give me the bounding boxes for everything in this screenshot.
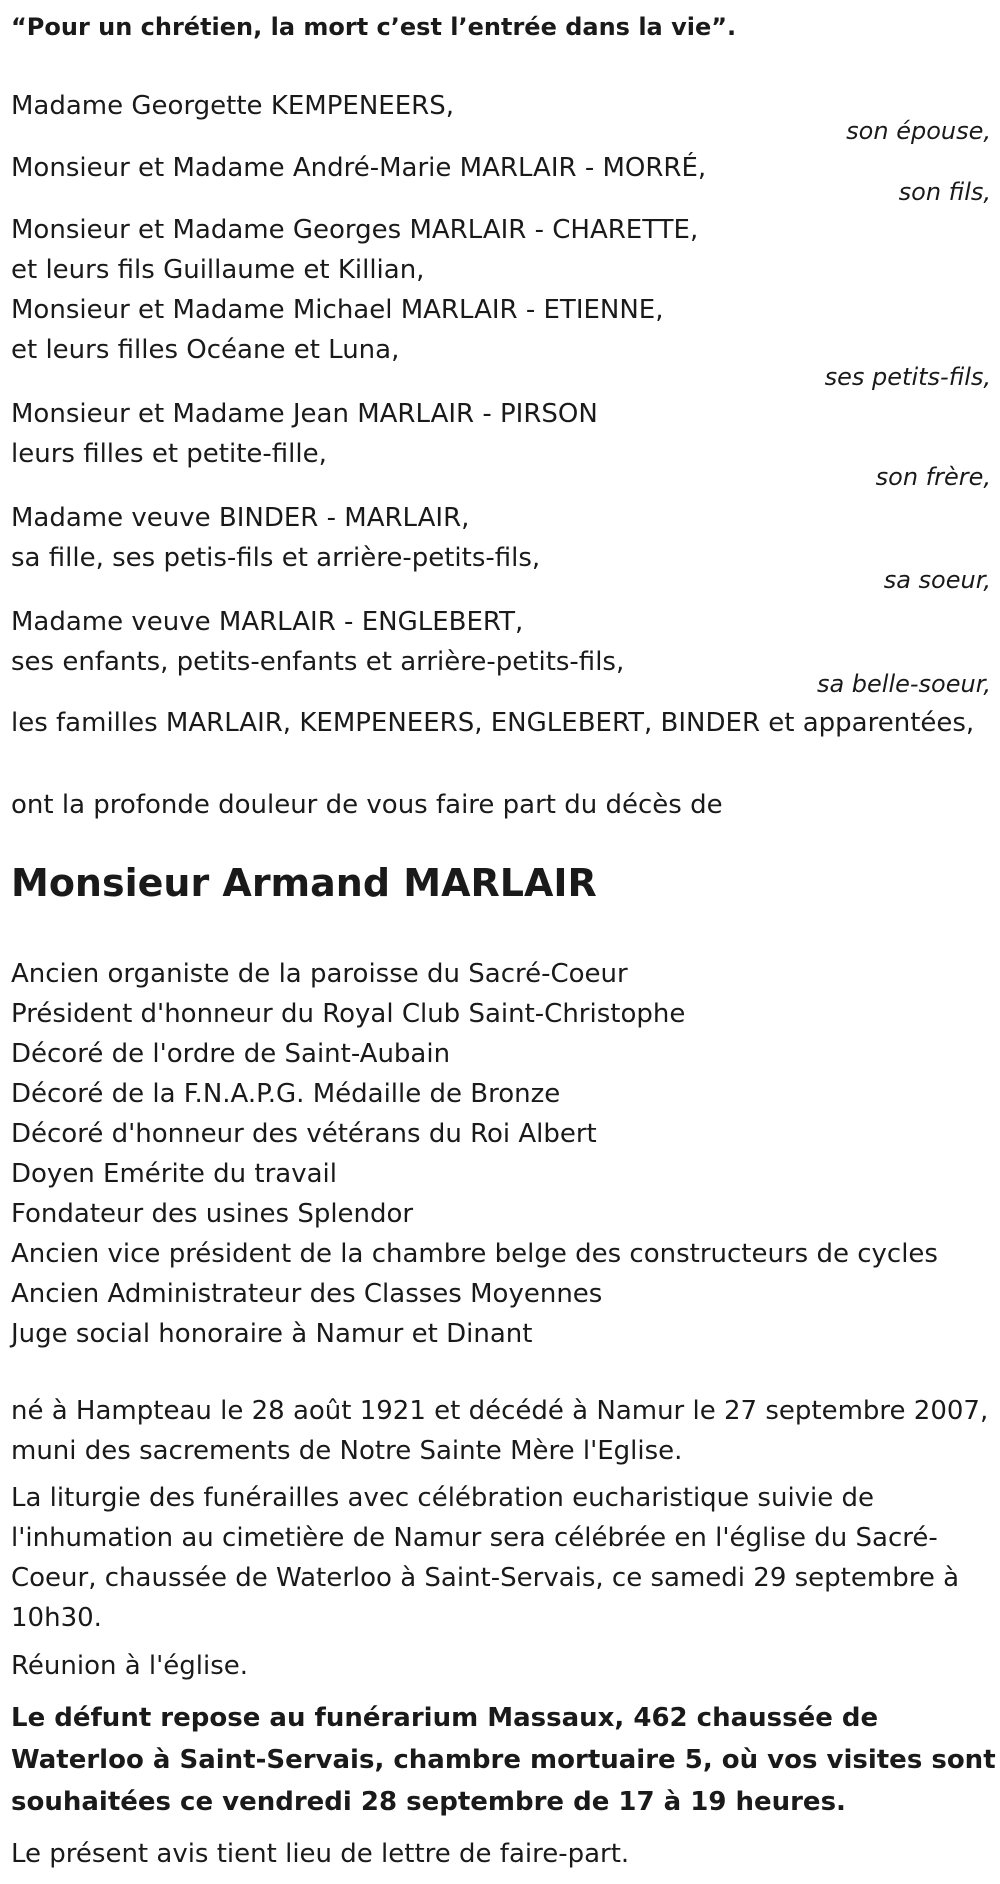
family-line: Monsieur et Madame Jean MARLAIR - PIRSON xyxy=(11,399,598,429)
family-line: Monsieur et Madame André-Marie MARLAIR - MORRÉ, xyxy=(11,153,707,183)
family-group-grandsons xyxy=(11,210,991,390)
family-line: sa fille, ses petis-fils et arrière-petits-fils, xyxy=(11,543,541,573)
family-line: ses enfants, petits-enfants et arrière-petits-fils, xyxy=(11,647,625,677)
family-group-sister xyxy=(11,498,991,598)
title-item: Juge social honoraire à Namur et Dinant xyxy=(11,1319,533,1349)
family-line: leurs filles et petite-fille, xyxy=(11,439,327,469)
family-line: Monsieur et Madame Georges MARLAIR - CHARETTE, xyxy=(11,215,699,245)
title-item: Président d'honneur du Royal Club Saint-Christophe xyxy=(11,999,686,1029)
relation-label: sa soeur, xyxy=(883,566,991,594)
honorary-titles-list xyxy=(11,954,938,1354)
liturgy-paragraph: La liturgie des funérailles avec célébration eucharistique suivie de l'inhumation au cimetière de Namur sera célébrée en l'église du Sacré-Coeur, chaussée de Waterloo à Saint-Servais, ce samedi 29 septembre à 10h30. xyxy=(11,1483,960,1633)
title-item: Ancien Administrateur des Classes Moyennes xyxy=(11,1279,603,1309)
relation-label: son épouse, xyxy=(846,117,991,145)
title-item: Décoré de l'ordre de Saint-Aubain xyxy=(11,1039,451,1069)
title-item: Ancien organiste de la paroisse du Sacré-Coeur xyxy=(11,959,628,989)
family-line: les familles MARLAIR, KEMPENEERS, ENGLEBERT, BINDER et apparentées, xyxy=(11,708,975,738)
title-item: Ancien vice président de la chambre belge des constructeurs de cycles xyxy=(11,1239,938,1269)
family-line: Monsieur et Madame Michael MARLAIR - ETIENNE, xyxy=(11,295,664,325)
title-item: Décoré de la F.N.A.P.G. Médaille de Bronze xyxy=(11,1079,561,1109)
quote: “Pour un chrétien, la mort c’est l’entrée dans la vie”. xyxy=(11,13,737,41)
title-item: Fondateur des usines Splendor xyxy=(11,1199,414,1229)
title-item: Décoré d'honneur des vétérans du Roi Albert xyxy=(11,1119,597,1149)
family-group-brother xyxy=(11,394,991,494)
family-line: Madame veuve MARLAIR - ENGLEBERT, xyxy=(11,607,524,637)
family-group-son xyxy=(11,148,991,208)
relation-label: ses petits-fils, xyxy=(824,363,991,391)
reunion-paragraph: Réunion à l'église. xyxy=(11,1651,249,1681)
family-line: Madame Georgette KEMPENEERS, xyxy=(11,91,454,121)
relation-label: son frère, xyxy=(875,463,991,491)
announcement-intro: ont la profonde douleur de vous faire part du décès de xyxy=(11,790,723,820)
relation-label: son fils, xyxy=(898,178,991,206)
birth-death-paragraph: né à Hampteau le 28 août 1921 et décédé à Namur le 27 septembre 2007, muni des sacrements de Notre Sainte Mère l'Eglise. xyxy=(11,1396,989,1466)
title-item: Doyen Emérite du travail xyxy=(11,1159,338,1189)
closing-paragraph: Le présent avis tient lieu de lettre de faire-part. xyxy=(11,1839,630,1869)
family-group-sister-in-law xyxy=(11,602,991,702)
funerarium-paragraph: Le défunt repose au funérarium Massaux, 462 chaussée de Waterloo à Saint-Servais, chambre mortuaire 5, où vos visites sont souhaitées ce vendredi 28 septembre de 17 à 19 heures. xyxy=(11,1703,996,1817)
family-line: Madame veuve BINDER - MARLAIR, xyxy=(11,503,470,533)
deceased-name: Monsieur Armand MARLAIR xyxy=(11,861,597,905)
family-group-spouse xyxy=(11,86,991,146)
family-group-families xyxy=(11,703,991,743)
relation-label: sa belle-soeur, xyxy=(816,670,991,698)
family-line: et leurs fils Guillaume et Killian, xyxy=(11,255,425,285)
family-line: et leurs filles Océane et Luna, xyxy=(11,335,400,365)
